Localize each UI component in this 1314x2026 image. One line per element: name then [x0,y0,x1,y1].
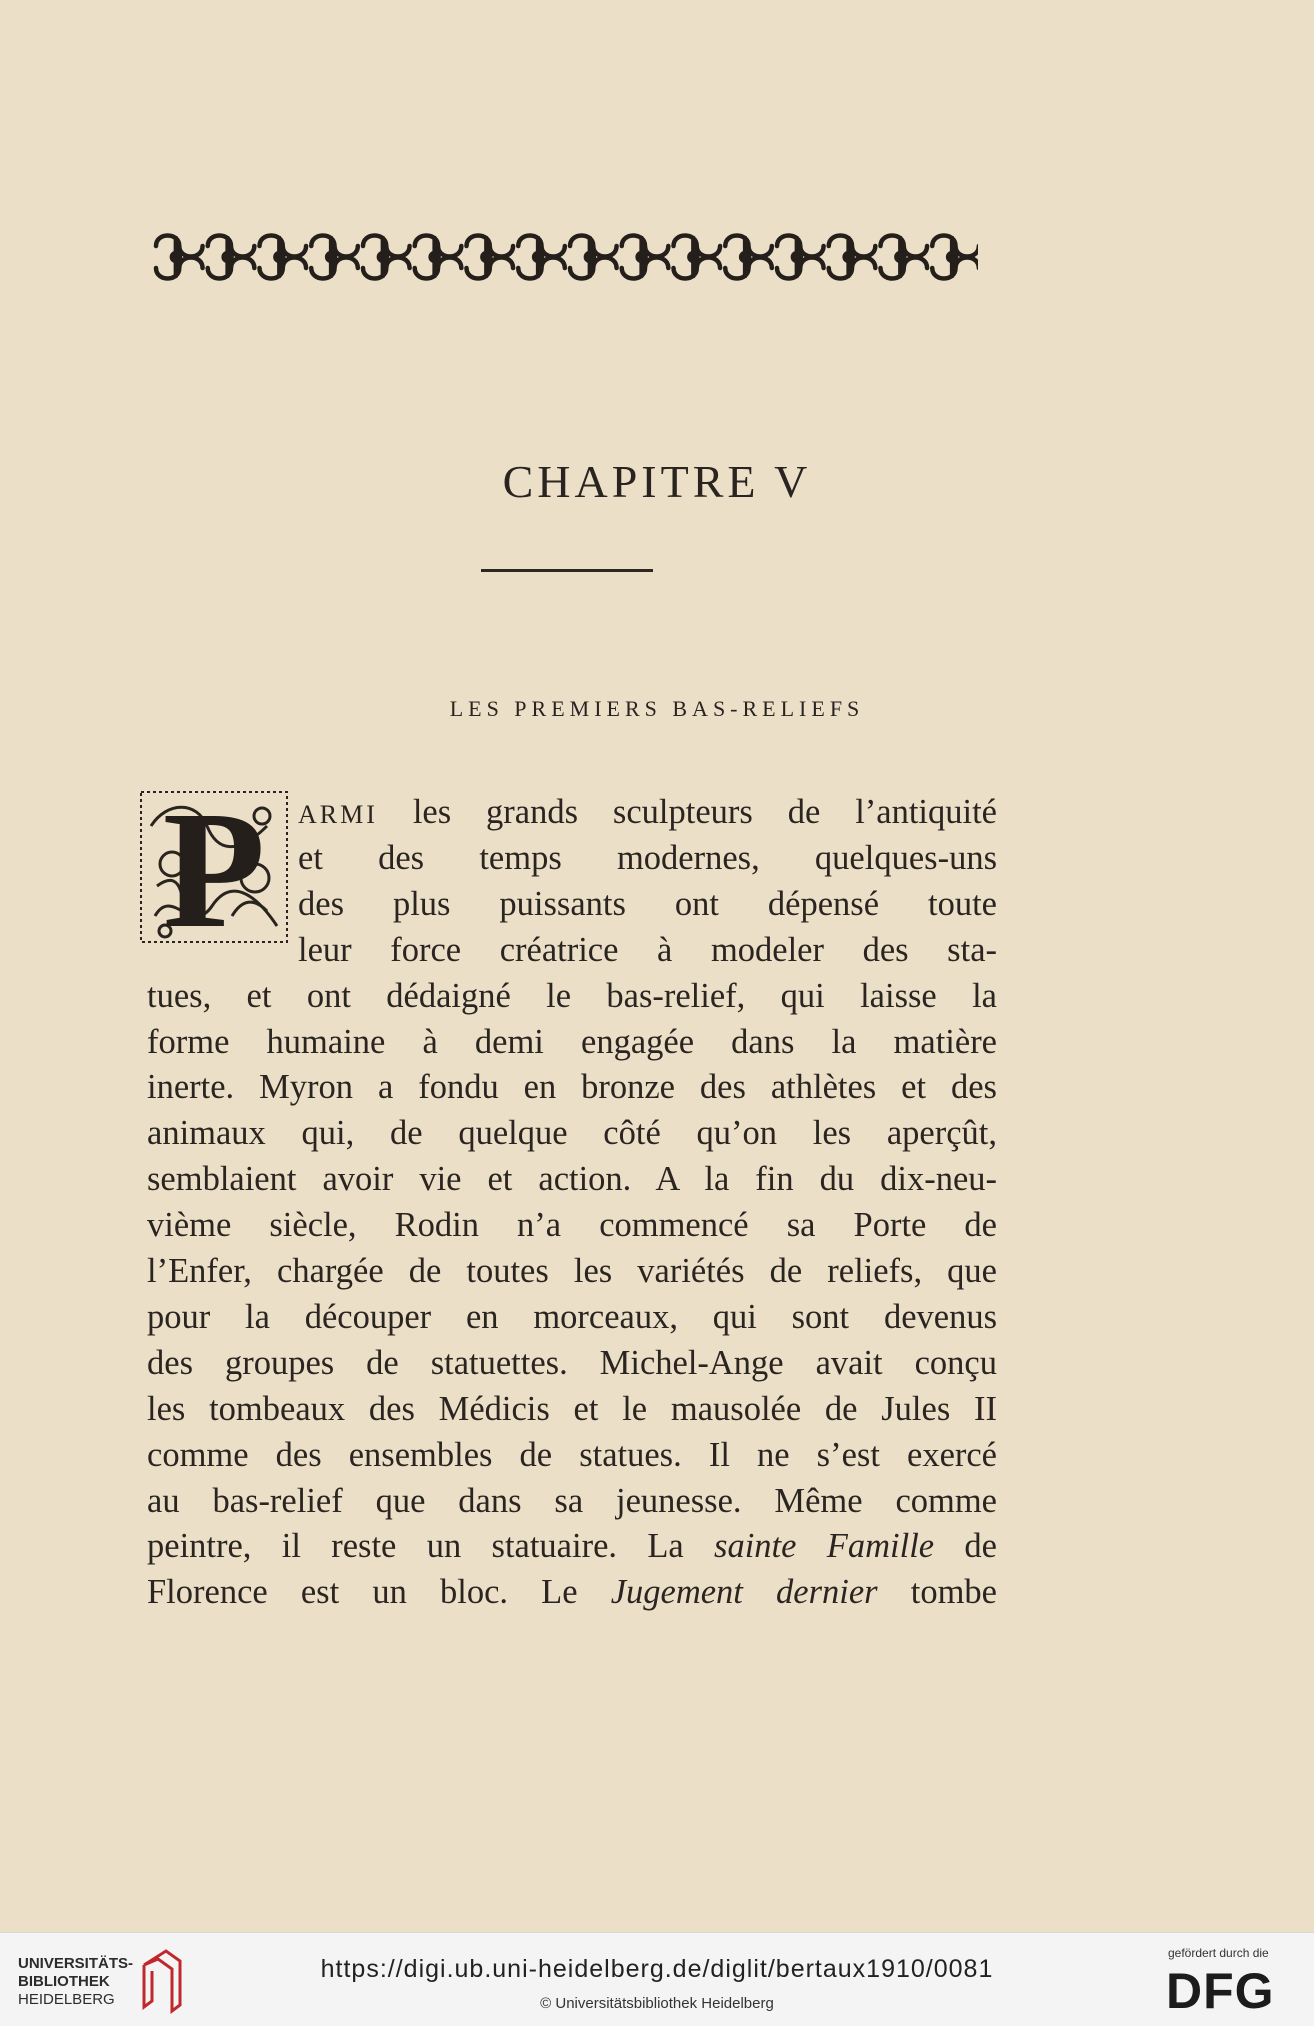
institution-line: UNIVERSITÄTS- [18,1955,134,1972]
section-title: LES PREMIERS BAS-RELIEFS [449,696,865,721]
ornament-dot [586,253,594,261]
text-line: des groupes de statuettes. Michel-Ange avait conçu [147,1343,997,1382]
ornament-dot [534,253,542,261]
text-line: semblaient avoir vie et action. A la fin du dix-neu- [147,1160,997,1199]
footer-bar [0,1932,1314,2026]
text-line: des plus puissants ont dépensé toute [298,884,997,923]
ornament-dot [431,253,439,261]
ornament-dot [224,253,232,261]
text-line [147,1523,997,1569]
italic-title: Jugement dernier [610,1573,878,1612]
italic-title: sainte Famille [714,1527,935,1566]
ornament-dot [482,253,490,261]
text-line [147,1569,997,1615]
line-text: peintre, il reste un statuaire. La [147,1527,715,1566]
ornament-dot [379,253,387,261]
dfg-logo[interactable]: DFG [1166,1963,1275,2019]
text-line: leur force créatrice à modeler des sta- [298,930,997,969]
small-caps-lead: ARMI [298,800,378,829]
ornament-dot [845,253,853,261]
funding-note: gefördert durch die [1168,1946,1269,1960]
ornate-initial-icon [137,786,291,948]
ornament-dot [741,253,749,261]
text-line: au bas-relief que dans sa jeunesse. Même comme [147,1481,997,1520]
ornament-dot [638,253,646,261]
ornament-dot [275,253,283,261]
line-text: Florence est un bloc. Le [147,1573,611,1612]
ornament-dot [793,253,801,261]
text-line: animaux qui, de quelque côté qu’on les aperçût, [147,1114,997,1153]
title-rule [481,569,653,572]
text-line: tues, et ont dédaigné le bas-relief, qui laisse la [147,976,997,1015]
institution-line: BIBLIOTHEK [18,1973,110,1990]
permalink-url[interactable]: https://digi.ub.uni-heidelberg.de/diglit/bertaux1910/0081 [320,1955,994,1983]
chapter-title: CHAPITRE V [502,456,812,507]
copyright-notice: © Universitätsbibliothek Heidelberg [540,1995,774,2012]
institution-line: HEIDELBERG [18,1991,115,2008]
scroll-ornament-band-icon [150,226,978,288]
line-text: les grands sculpteurs de l’antiquité [377,793,997,831]
ornament-dot [172,253,180,261]
text-line: forme humaine à demi engagée dans la matière [147,1022,997,1061]
text-line: vième siècle, Rodin n’a commencé sa Porte de [147,1206,997,1245]
ornament-dot [896,253,904,261]
text-line: comme des ensembles de statues. Il ne s’est exercé [147,1435,997,1474]
text-line: pour la découper en morceaux, qui sont devenus [147,1297,997,1336]
ornament-dot [689,253,697,261]
dropcap-letter: P [162,786,266,948]
ornament-dot [948,253,956,261]
ornament-dot [327,253,335,261]
text-line: l’Enfer, chargée de toutes les variétés de reliefs, que [147,1252,997,1290]
text-line [298,789,997,835]
line-text: de [934,1527,997,1566]
text-line: inerte. Myron a fondu en bronze des athlètes et des [147,1068,997,1107]
line-text: tombe [877,1573,997,1612]
text-line: et des temps modernes, quelques-uns [298,838,997,877]
text-line: les tombeaux des Médicis et le mausolée de Jules II [147,1389,997,1428]
